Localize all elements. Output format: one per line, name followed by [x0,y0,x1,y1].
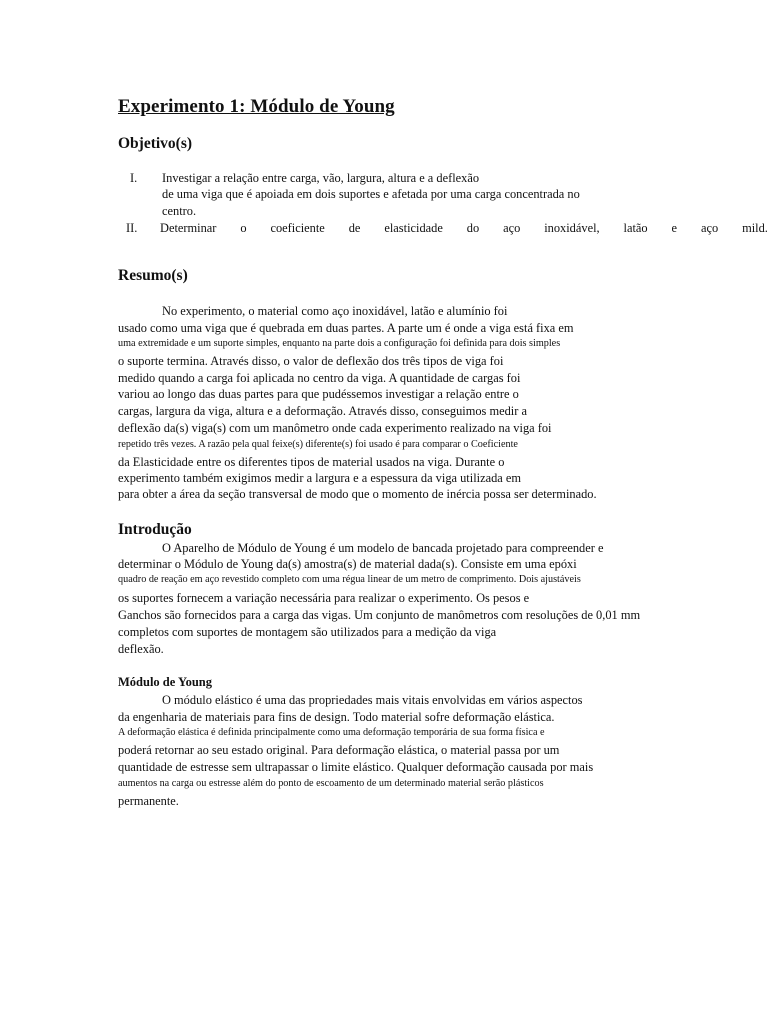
introducao-line: completos com suportes de montagem são utilizados para a medição da viga [118,625,497,639]
objective-1-line-1: Investigar a relação entre carga, vão, largura, altura e a deflexão [162,171,480,185]
objective-2-word: aço [700,221,719,235]
resumo-line: cargas, largura da viga, altura e a deformação. Através disso, conseguimos medir a [118,404,527,418]
resumo-line: deflexão da(s) viga(s) com um manômetro onde cada experimento realizado na viga foi [118,421,552,435]
objective-2-word: Determinar [160,221,217,235]
introducao-line: Ganchos são fornecidos para a carga das vigas. Um conjunto de manômetros com resoluções de 0,01 mm [118,608,641,622]
modulo-line: A deformação elástica é definida principalmente como uma deformação temporária de sua forma física e [118,727,545,738]
objective-1-line-3: centro. [162,204,197,218]
objective-2-word: o [240,221,247,235]
objective-2-word: de [348,221,361,235]
modulo-line: O módulo elástico é uma das propriedades mais vitais envolvidas em vários aspectos [162,693,583,707]
modulo-line: quantidade de estresse sem ultrapassar o limite elástico. Qualquer deformação causada por mais [118,760,594,774]
modulo-line: poderá retornar ao seu estado original. Para deformação elástica, o material passa por um [118,743,560,757]
introducao-line: deflexão. [118,642,164,656]
resumo-line: No experimento, o material como aço inoxidável, latão e alumínio foi [162,304,508,318]
resumo-line: repetido três vezes. A razão pela qual feixe(s) diferente(s) foi usado é para comparar o Coeficiente [118,439,518,450]
resumo-line: usado como uma viga que é quebrada em duas partes. A parte um é onde a viga está fixa em [118,321,574,335]
modulo-line: da engenharia de materiais para fins de design. Todo material sofre deformação elástica. [118,710,555,724]
objective-2-word: mild. [742,221,768,235]
introducao-line: quadro de reação em aço revestido completo com uma régua linear de um metro de comprimento. Dois ajustáveis [118,574,581,585]
introducao-line: determinar o Módulo de Young da(s) amostra(s) de material dada(s). Consiste em uma epóxi [118,557,577,571]
objective-2-word: aço [503,221,521,235]
introducao-line: O Aparelho de Módulo de Young é um modelo de bancada projetado para compreender e [162,541,604,555]
objective-1-line-2: de uma viga que é apoiada em dois suportes e afetada por uma carga concentrada no [162,187,580,201]
introducao-line: os suportes fornecem a variação necessária para realizar o experimento. Os pesos e [118,591,530,605]
introducao-heading: Introdução [118,521,192,538]
resumo-line: uma extremidade e um suporte simples, enquanto na parte dois a configuração foi definida para dois simples [118,338,561,349]
resumo-line: da Elasticidade entre os diferentes tipos de material usados na viga. Durante o [118,455,505,469]
resumo-heading: Resumo(s) [118,267,188,284]
objective-2-word: do [466,221,480,235]
objective-2-numeral: II. [126,221,138,235]
resumo-line: variou ao longo das duas partes para que pudéssemos investigar a relação entre o [118,387,519,401]
resumo-line: medido quando a carga foi aplicada no centro da viga. A quantidade de cargas foi [118,371,521,385]
objective-2-word: e [671,221,678,235]
document-title: Experimento 1: Módulo de Young [118,96,395,117]
resumo-line: experimento também exigimos medir a largura e a espessura da viga utilizada em [118,471,522,485]
resumo-line: o suporte termina. Através disso, o valor de deflexão dos três tipos de viga foi [118,354,504,368]
objective-2-word: inoxidável, [544,221,600,235]
objective-2-text [160,220,768,236]
modulo-line: aumentos na carga ou estresse além do ponto de escoamento de um determinado material serão plásticos [118,778,544,789]
objective-1-numeral: I. [130,171,138,185]
resumo-line: para obter a área da seção transversal de modo que o momento de inércia possa ser determinado. [118,487,597,501]
objective-2-word: elasticidade [384,221,443,235]
objective-2-word: latão [623,221,648,235]
objective-2-word: coeficiente [270,221,325,235]
modulo-line: permanente. [118,794,179,808]
modulo-heading: Módulo de Young [118,675,213,689]
objetivos-heading: Objetivo(s) [118,135,193,152]
